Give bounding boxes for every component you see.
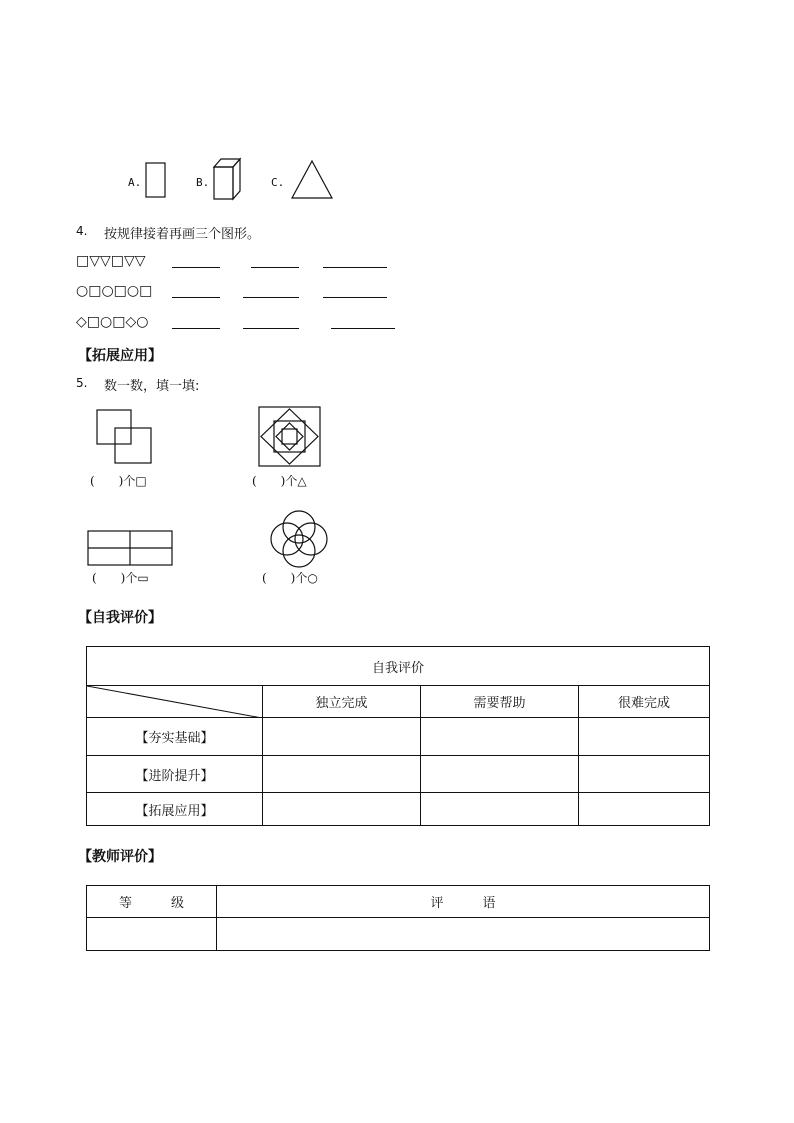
grade-header: 等 级 — [87, 886, 217, 918]
figure-caption: ( )个△ — [252, 474, 307, 488]
teacher-evaluation-table — [86, 885, 710, 951]
triangle-shape-icon — [290, 159, 334, 201]
diagonal-header-cell — [87, 686, 263, 718]
overlapping-squares-figure — [95, 408, 155, 466]
check-cell[interactable] — [263, 793, 421, 826]
pattern-row: ◇□○□◇○ — [76, 314, 149, 330]
check-cell[interactable] — [263, 718, 421, 756]
section-heading-self: 【自我评价】 — [78, 610, 162, 626]
row-header: 【夯实基础】 — [87, 718, 263, 756]
row-header: 【进阶提升】 — [87, 756, 263, 793]
column-header: 独立完成 — [263, 686, 421, 718]
answer-blank[interactable] — [251, 267, 299, 268]
answer-blank[interactable] — [172, 297, 220, 298]
question-number: 5. — [76, 376, 88, 390]
answer-blank[interactable] — [331, 328, 395, 329]
question-text: 按规律接着再画三个图形。 — [104, 227, 261, 242]
answer-blank[interactable] — [243, 328, 299, 329]
section-heading-teacher: 【教师评价】 — [78, 849, 162, 865]
figure-caption: ( )个▭ — [92, 571, 149, 585]
column-header: 很难完成 — [579, 686, 710, 718]
pattern-row: ○□○□○□ — [76, 283, 153, 299]
check-cell[interactable] — [421, 756, 579, 793]
self-evaluation-table — [86, 646, 710, 826]
answer-blank[interactable] — [243, 297, 299, 298]
table-row — [87, 793, 710, 826]
cuboid-shape-icon — [212, 157, 242, 201]
section-heading-extend: 【拓展应用】 — [78, 348, 162, 364]
diagonal-line — [87, 686, 262, 718]
answer-blank[interactable] — [323, 267, 387, 268]
option-b-label: B. — [196, 176, 210, 189]
table-row — [87, 756, 710, 793]
answer-blank[interactable] — [172, 267, 220, 268]
nested-squares-triangles-figure — [258, 406, 322, 468]
figure-caption: ( )个□ — [90, 474, 147, 488]
table-row — [87, 718, 710, 756]
rectangle-shape-icon — [145, 162, 167, 200]
answer-blank[interactable] — [323, 297, 387, 298]
check-cell[interactable] — [579, 756, 710, 793]
row-header: 【拓展应用】 — [87, 793, 263, 826]
column-header: 需要帮助 — [421, 686, 579, 718]
overlapping-circles-figure — [268, 508, 330, 570]
check-cell[interactable] — [421, 718, 579, 756]
check-cell[interactable] — [421, 793, 579, 826]
check-cell[interactable] — [579, 718, 710, 756]
figure-caption: ( )个○ — [262, 571, 318, 585]
divided-rectangle-figure — [87, 530, 175, 568]
question-number: 4. — [76, 224, 88, 238]
check-cell[interactable] — [579, 793, 710, 826]
comment-cell[interactable] — [217, 918, 710, 951]
question-text: 数一数，填一填: — [104, 379, 200, 394]
check-cell[interactable] — [263, 756, 421, 793]
pattern-row: □▽▽□▽▽ — [76, 253, 146, 269]
option-c-label: C. — [271, 176, 285, 189]
comment-header: 评 语 — [217, 886, 710, 918]
option-a-label: A. — [128, 176, 142, 189]
grade-cell[interactable] — [87, 918, 217, 951]
answer-blank[interactable] — [172, 328, 220, 329]
table-title: 自我评价 — [87, 647, 710, 686]
